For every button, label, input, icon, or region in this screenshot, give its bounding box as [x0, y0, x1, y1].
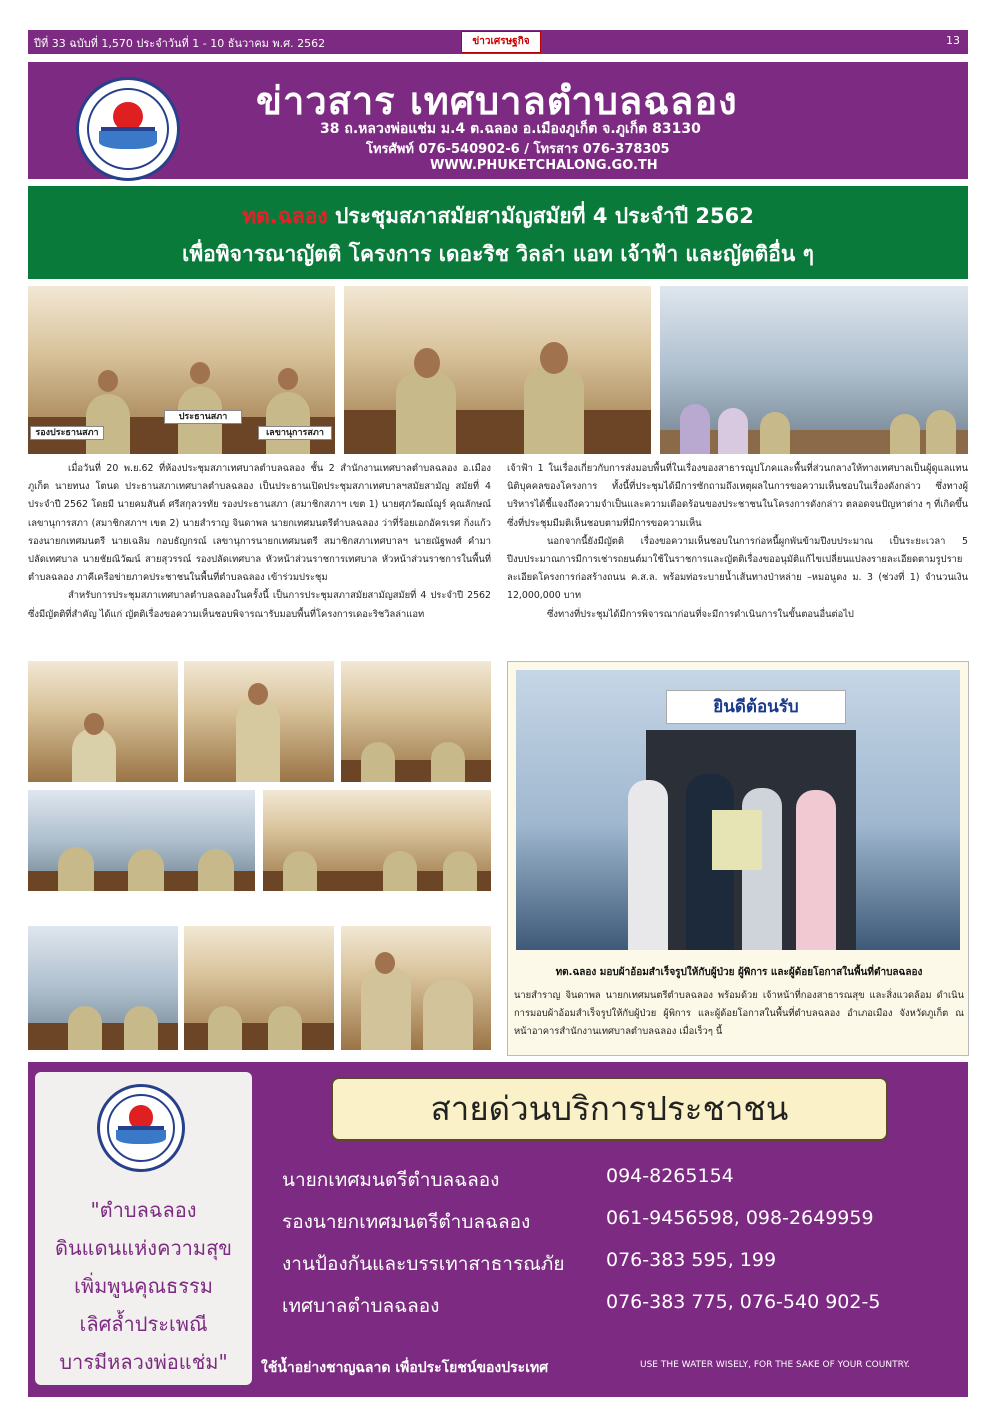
water-slogan-english: USE THE WATER WISELY, FOR THE SAKE OF YOUR COUNTRY.: [640, 1360, 910, 1370]
headline-line-1: [28, 200, 968, 233]
newsletter-title: ข่าวสาร เทศบาลตำบลฉลอง: [256, 79, 738, 123]
headline-org: ทต.ฉลอง: [242, 204, 328, 228]
photo-council-chair: [28, 286, 335, 454]
photo-grid-8: [341, 926, 491, 1050]
municipality-seal-icon: [76, 77, 180, 181]
article-column-right: [507, 460, 968, 624]
motto-line-3: เพิ่มพูนคุณธรรม: [74, 1274, 213, 1298]
hotline-row: [282, 1207, 962, 1237]
article-paragraph-2: สำหรับการประชุมสภาเทศบาลตำบลฉลองในครั้งนี้ เป็นการประชุมสภาสมัยสามัญสมัยที่ 4 ประจำปี 2562 ซึ่งมีญัตติที่สำคัญ ได้แก่ ญัตติเรื่องขอความเห็นชอบพิจารณารับมอบพื้นที่โครงการเดอะริชวิลล่าแอท: [28, 590, 491, 620]
website: WWW.PHUKETCHALONG.GO.TH: [430, 158, 658, 173]
issue-bar: [28, 30, 968, 54]
issue-info: ปีที่ 33 ฉบับที่ 1,570 ประจำวันที่ 1 - 10 ธันวาคม พ.ศ. 2562: [34, 37, 326, 50]
hotline-banner: สายด่วนบริการประชาชน: [331, 1077, 888, 1141]
hotline-name: เทศบาลตำบลฉลอง: [282, 1295, 440, 1317]
article-paragraph-1: เมื่อวันที่ 20 พ.ย.62 ที่ห้องประชุมสภาเทศบาลตำบลฉลอง ชั้น 2 สำนักงานเทศบาลตำบลฉลอง อ.เมืองภูเก็ต นายทนง โตนด ประธานสภาเทศบาลตำบลฉลอง เป็นประธานเปิดประชุมสภาเทศบาลฯสมัยสามัญ สมัยที่ 4 ประจำปี 2562 โดยมี นายคมสันต์ ศรีสกุลวรทัย รองประธานสภา (สมาชิกสภาฯ เขต 1) นายศุภวัฒณ์ฌูร์ คุณลักษณ์ เลขานุการสภา (สมาชิกสภาฯ เขต 2) นายสำราญ จินดาพล นายกเทศมนตรีตำบลฉลอง ว่าที่ร้อยเอกอัครเรศ กิ่งแก้ว รองนายกเทศมนตรี นายเฉลิม กอบธัญกรณ์ เลขานุการนายกเทศมนตรี สมาชิกสภาเทศบาลฯ นายณัฐพงศ์ คำมา ปลัดเทศบาล นายชัยณิวัฒน์ สายสุวรรณ์ รองปลัดเทศบาล หัวหน้าส่วนราชการเทศบาล หัวหน้าส่วนราชการในพื้นที่ตำบลฉลอง ภาคีเครือข่ายภาคประชาชนในพื้นที่ตำบลฉลอง เข้าร่วมประชุม: [28, 463, 491, 584]
article-paragraph-5: ซึ่งทางที่ประชุมได้มีการพิจารณาก่อนที่จะมีการดำเนินการในขั้นตอนอื่นต่อไป: [547, 608, 854, 620]
photo-grid-1: [28, 661, 178, 782]
hotline-number: 076-383 775, 076-540 902-5: [606, 1291, 881, 1313]
newspaper-logo-text: ข่าวเศรษฐกิจ: [472, 36, 530, 47]
headline-banner: [28, 186, 968, 279]
newspaper-logo: [461, 31, 541, 53]
hotline-number: 094-8265154: [606, 1165, 734, 1187]
photo-grid-3: [341, 661, 491, 782]
hotline-row: [282, 1249, 962, 1279]
motto-line-5: บารมีหลวงพ่อแช่ม": [59, 1350, 228, 1374]
photo-mayor-speaking: [344, 286, 651, 454]
address: 38 ถ.หลวงพ่อแช่ม ม.4 ต.ฉลอง อ.เมืองภูเก็ต จ.ภูเก็ต 83130: [320, 121, 701, 137]
article-paragraph-4: นอกจากนี้ยังมีญัตติ เรื่องขอความเห็นชอบในการก่อหนี้ผูกพันข้ามปีงบประมาณ เป็นระยะเวลา 5 ปีงบประมาณการมีการเช่ารถยนต์มาใช้ในราชการและญัตติเรื่องขออนุมัติแก้ไขเปลี่ยนแปลงรายละเอียดตามรูปรายละเอียดโครงการก่อสร้างถนน ค.ส.ล. พร้อมท่อระบายน้ำเส้นทางป่าหล่าย –หมอนูดง ม. 3 (ช่วงที่ 1) จำนวนเงิน 12,000,000 บาท: [507, 535, 968, 602]
hotline-row: [282, 1165, 962, 1195]
donation-caption-title: ทต.ฉลอง มอบผ้าอ้อมสำเร็จรูปให้กับผู้ป่วย ผู้พิการ และผู้ด้อยโอกาสในพื้นที่ตำบลฉลอง: [555, 967, 923, 978]
headline-rest: ประชุมสภาสมัยสามัญสมัยที่ 4 ประจำปี 2562: [327, 204, 754, 228]
welcome-sign: ยินดีต้อนรับ: [666, 690, 846, 724]
masthead: [28, 62, 968, 179]
donation-story-box: [507, 661, 969, 1056]
motto-card: [35, 1072, 252, 1385]
municipality-seal-icon: [97, 1084, 185, 1172]
photo-grid-7: [184, 926, 334, 1050]
hotline-panel: [28, 1062, 968, 1397]
photo-grid-2: [184, 661, 334, 782]
hotline-row: [282, 1291, 962, 1321]
hotline-name: งานป้องกันและบรรเทาสาธารณภัย: [282, 1253, 565, 1275]
headline-line-2: เพื่อพิจารณาญัตติ โครงการ เดอะริช วิลล่า แอท เจ้าฟ้า และญัตติอื่น ๆ: [182, 242, 814, 266]
donation-caption-body: นายสำราญ จินดาพล นายกเทศมนตรีตำบลฉลอง พร้อมด้วย เจ้าหน้าที่กองสาธารณสุข และสิ่งแวดล้อม ดำเนินการมอบผ้าอ้อมสำเร็จรูปให้กับผู้ป่วย ผู้พิการ และผู้ด้อยโอกาสในพื้นที่ตำบลฉลอง อำเภอเมือง จังหวัดภูเก็ต ณ หน้าอาคารสำนักงานเทศบาลตำบลฉลอง เมื่อเร็วๆ นี้: [514, 990, 964, 1037]
nameplate-secretary: เลขานุการสภา: [258, 426, 332, 440]
hotline-name: นายกเทศมนตรีตำบลฉลอง: [282, 1169, 500, 1191]
nameplate-vice-chair: รองประธานสภา: [30, 426, 104, 440]
article-paragraph-3: เจ้าฟ้า 1 ในเรื่องเกี่ยวกับการส่งมอบพื้นที่ในเรื่องของสาธารณูปโภคและพื้นที่ส่วนกลางให้ทางเทศบาลเป็นผู้ดูแลแทนนิติบุคคลของโครงการ ทั้งนี้ที่ประชุมได้มีการซักถามถึงเหตุผลในการขอความเห็นชอบในเรื่องดังกล่าว ซึ่งทางผู้บริหารได้ชี้แจงถึงความจำเป็นและความเดือดร้อนของประชาชนในโครงการดังกล่าว ตลอดจนปัญหาต่าง ๆ ที่เกิดขึ้น ซึ่งที่ประชุมมีมติเห็นชอบตามที่มีการขอความเห็น: [507, 463, 968, 529]
photo-grid-5: [263, 790, 491, 891]
article-column-left: [28, 460, 491, 624]
motto-line-4: เลิศล้ำประเพณี: [79, 1312, 208, 1336]
hotline-number: 076-383 595, 199: [606, 1249, 777, 1271]
water-slogan-thai: ใช้น้ำอย่างชาญฉลาด เพื่อประโยชน์ของประเทศ: [261, 1360, 549, 1376]
photo-grid-6: [28, 926, 178, 1050]
motto-line-2: ดินแดนแห่งความสุข: [55, 1236, 232, 1260]
hotline-name: รองนายกเทศมนตรีตำบลฉลอง: [282, 1211, 531, 1233]
phone-fax: โทรศัพท์ 076-540902-6 / โทรสาร 076-378305: [366, 142, 670, 157]
photo-grid-4: [28, 790, 255, 891]
page-number: 13: [946, 34, 960, 47]
photo-meeting-room: [660, 286, 968, 454]
hotline-number: 061-9456598, 098-2649959: [606, 1207, 874, 1229]
motto-line-1: "ตำบลฉลอง: [90, 1198, 197, 1222]
photo-donation: [516, 670, 960, 950]
nameplate-chair: ประธานสภา: [164, 410, 242, 424]
